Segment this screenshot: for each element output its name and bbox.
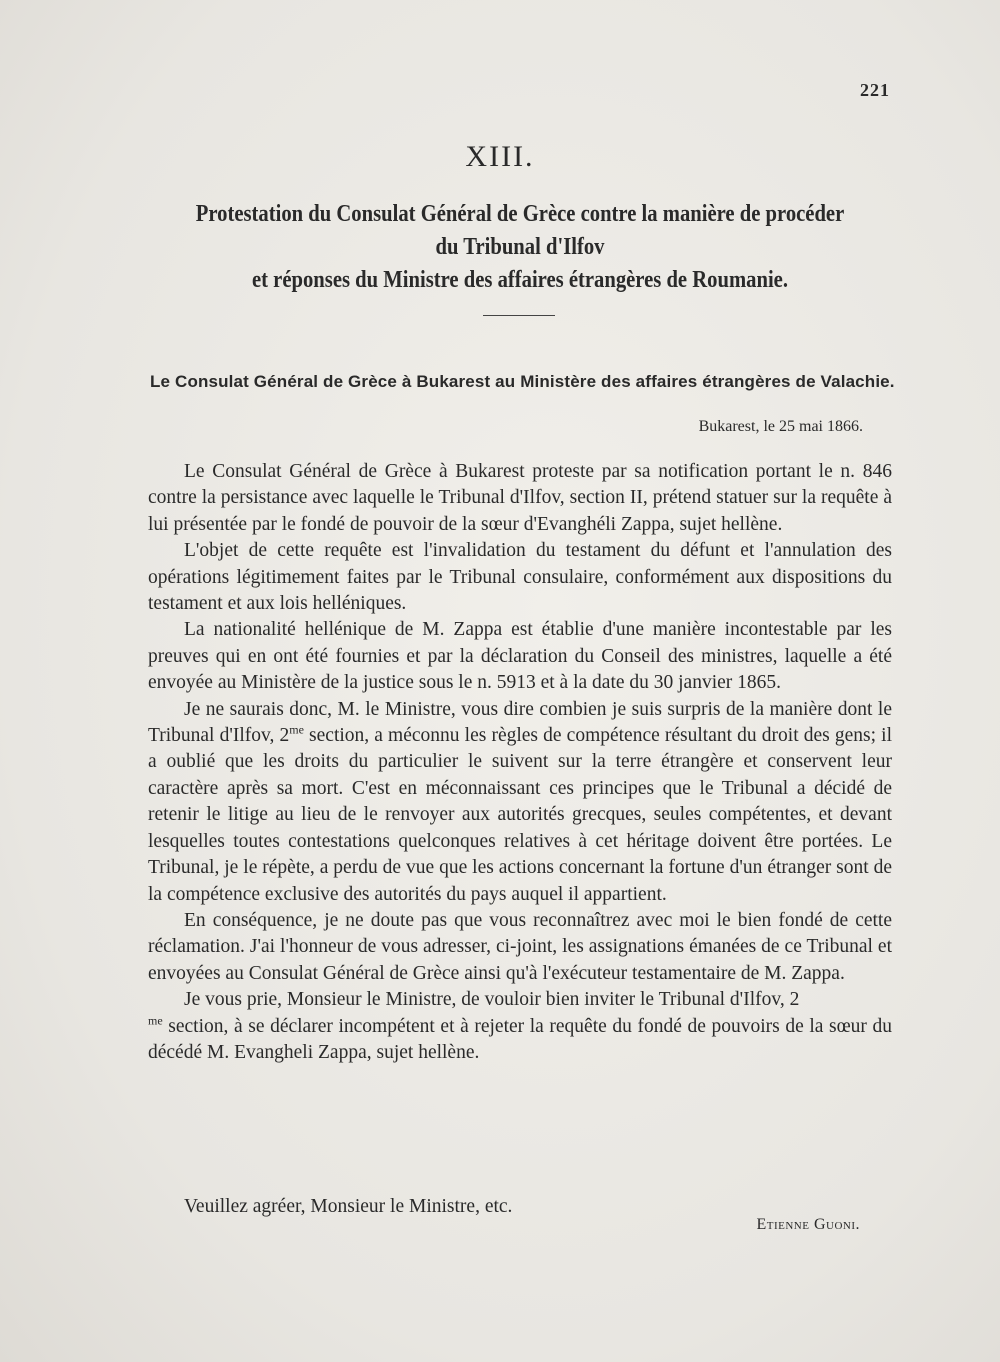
chapter-number: XIII. <box>465 140 535 173</box>
title-line-3: et réponses du Ministre des affaires étrangères de Roumanie. <box>251 267 788 293</box>
paragraph-1: Le Consulat Général de Grèce à Bukarest proteste par sa notification portant le n. 846 contre la persistance avec laquelle le Tribunal d'Ilfov, section II, prétend statuer sur la requête à lui présentée par le fondé de pouvoir de la sœur d'Evanghéli Zappa, sujet hellène. <box>148 461 892 535</box>
paragraph-6-lead: Je vous prie, Monsieur le Ministre, de vouloir bien inviter le Tribunal d'Ilfov, 2 <box>184 989 800 1011</box>
closing-formula: Veuillez agréer, Monsieur le Ministre, etc. <box>184 1196 513 1217</box>
paragraph-2: L'objet de cette requête est l'invalidation du testament du défunt et l'annulation des opérations légitimement faites par le Tribunal consulaire, conformément aux dispositions du testament et aux lois helléniques. <box>148 540 892 615</box>
section-divider <box>483 315 555 316</box>
title-line-1: Protestation du Consulat Général de Grèce contre la manière de procéder <box>195 201 845 227</box>
signature: Etienne Guoni. <box>756 1216 860 1233</box>
paragraph-6-rest: section, à se déclarer incompétent et à rejeter la requête du fondé de pouvoirs de la sœur du décédé M. Evangheli Zappa, sujet hellène. <box>148 1015 892 1063</box>
ordinal-suffix: me <box>148 1013 163 1028</box>
document-title <box>193 198 847 297</box>
paragraph-4-rest: section, a méconnu les règles de compétence résultant du droit des gens; il a oublié que les droits du particulier le suivent sur la terre étrangère et conservent leur caractère après sa mort. C'est en méconnaissant ces principes que le Tribunal a décidé de retenir le litige au lieu de le renvoyer aux autorités grecques, seules compétentes, et devant lesquelles toutes contestations quelconques relatives à cet héritage doivent être portées. Le Tribunal, je le répète, a perdu de vue que les actions concernant la fortune d'un étranger sont de la compétence exclusive des autorités du pays auquel il appartient. <box>148 725 892 905</box>
letter-heading: Le Consulat Général de Grèce à Bukarest au Ministère des affaires étrangères de Valachie. <box>150 372 895 391</box>
ordinal-suffix: me <box>289 722 304 737</box>
letter-dateline: Bukarest, le 25 mai 1866. <box>698 418 863 435</box>
paragraph-6 <box>148 987 892 1066</box>
letter-body <box>148 459 892 1066</box>
paragraph-4 <box>148 697 892 908</box>
paragraph-5: En conséquence, je ne doute pas que vous reconnaîtrez avec moi le bien fondé de cette réclamation. J'ai l'honneur de vous adresser, ci-joint, les assignations émanées de ce Tribunal et envoyées au Consulat Général de Grèce ainsi qu'à l'exécuteur testamentaire de M. Zappa. <box>148 909 892 984</box>
title-line-2: du Tribunal d'Ilfov <box>435 234 605 260</box>
paragraph-4-lead: Je ne saurais donc, M. le Ministre, vous dire combien je suis surpris de la manière dont le Tribunal d'Ilfov, 2 <box>148 698 892 747</box>
page-number: 221 <box>860 80 890 100</box>
paragraph-3: La nationalité hellénique de M. Zappa est établie d'une manière incontestable par les preuves qui en ont été fournies et par la déclaration du Conseil des ministres, laquelle a été envoyée au Ministère de la justice sous le n. 5913 et à la date du 30 janvier 1865. <box>148 619 892 694</box>
